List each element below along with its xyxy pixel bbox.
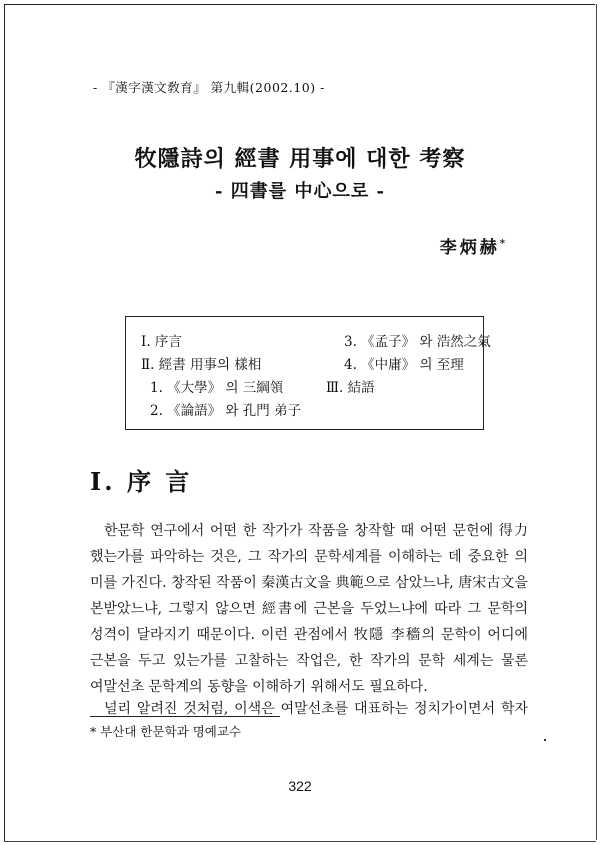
scan-speck [544,739,546,741]
paper-title: 牧隱詩의 經書 用事에 대한 考察 [134,146,466,172]
body-line: 널리 알려진 것처럼, 이색은 여말선초를 대표하는 정치가이면서 학자 [104,701,528,717]
toc-item: Ⅱ. 經書 用事의 樣相 [141,357,262,373]
body-line: 본받았느냐, 그렇지 않으면 經書에 근본을 두었느냐에 따라 그 문학의 [90,601,528,617]
paper-subtitle: - 四書를 中心으로 - [215,181,385,202]
body-line: 했는가를 파악하는 것은, 그 작가의 문학세계를 이해하는 데 중요한 의 [90,549,528,565]
body-line: 성격이 달라지기 때문이다. 이런 관점에서 牧隱 李穡의 문학이 어디에 [90,627,528,643]
page-number: 322 [288,778,312,794]
section-heading: Ⅰ. 序 言 [90,467,193,496]
toc-item: Ⅰ. 序言 [141,334,182,350]
toc-item: 4. 《中庸》 의 至理 [344,357,464,373]
body-line: 여말선초 문학계의 동향을 이해하기 위해서도 필요하다. [90,679,428,695]
toc-item: 1. 《大學》 의 三綱領 [150,380,284,396]
footnote: * 부산대 한문학과 명예교수 [90,724,241,739]
author-footnote-marker: * [499,238,505,250]
toc-item: 3. 《孟子》 와 浩然之氣 [344,334,491,350]
page-border-right [596,4,597,840]
body-line: 한문학 연구에서 어떤 한 작가가 작품을 창작할 때 어떤 문헌에 得力 [104,523,528,539]
author-name: 李炳赫 [439,238,500,258]
body-line: 근본을 두고 있는가를 고찰하는 작업은, 한 작가의 문학 세계는 물론 [90,653,528,669]
page-border-bottom [4,841,596,842]
running-header: - 『漢字漢文敎育』 第九輯(2002.10) - [93,80,325,95]
table-of-contents [125,316,491,430]
toc-item: 2. 《論語》 와 孔門 弟子 [150,403,302,419]
toc-item: Ⅲ. 結語 [326,380,375,396]
author [440,233,505,258]
body-line: 미를 가진다. 창작된 작품이 秦漢古文을 典範으로 삼았느냐, 唐宋古文을 [90,575,528,591]
